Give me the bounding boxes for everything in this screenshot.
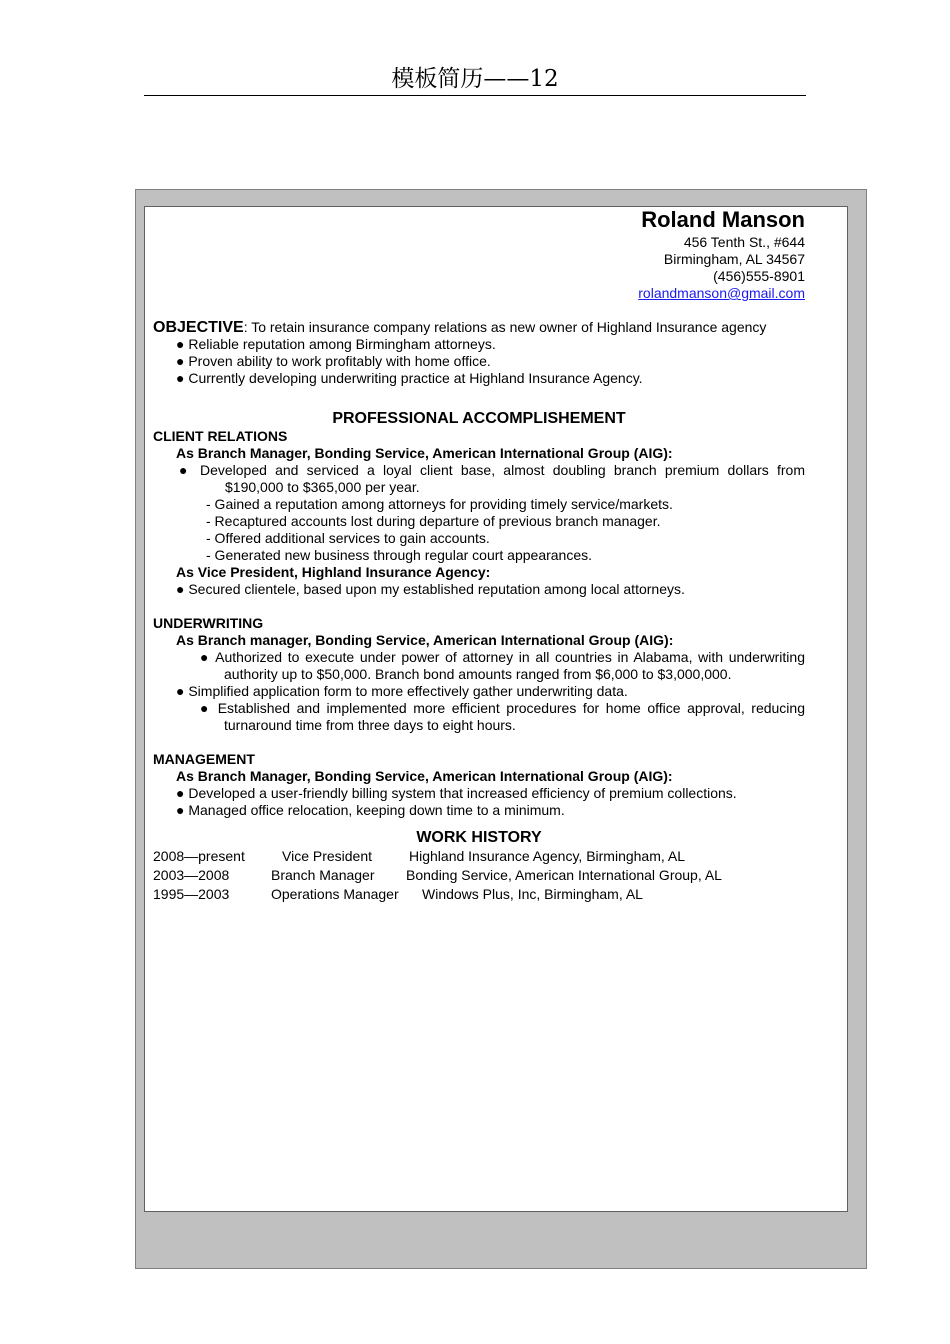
work-company: Highland Insurance Agency, Birmingham, AL bbox=[409, 848, 686, 864]
management-role: As Branch Manager, Bonding Service, American International Group (AIG): bbox=[176, 768, 673, 784]
email-link[interactable]: rolandmanson@gmail.com bbox=[638, 285, 805, 301]
work-history-row bbox=[153, 847, 805, 866]
work-years: 2003—2008 bbox=[153, 867, 230, 883]
page-title: 模板简历——12 bbox=[144, 64, 806, 96]
management-title: MANAGEMENT bbox=[153, 751, 255, 767]
objective-bullet: ● Proven ability to work profitably with home office. bbox=[176, 353, 491, 369]
work-years: 2008—present bbox=[153, 848, 245, 864]
management-bullet: ● Developed a user-friendly billing system that increased efficiency of premium collections. bbox=[176, 785, 737, 801]
objective-heading: OBJECTIVE bbox=[153, 319, 244, 336]
client-relations-sub: - Generated new business through regular court appearances. bbox=[206, 547, 593, 563]
work-company: Windows Plus, Inc, Birmingham, AL bbox=[422, 886, 643, 902]
candidate-name: Roland Manson bbox=[641, 207, 805, 232]
work-history-heading: WORK HISTORY bbox=[416, 829, 542, 846]
email-line bbox=[153, 285, 805, 302]
underwriting-role: As Branch manager, Bonding Service, American International Group (AIG): bbox=[176, 632, 674, 648]
underwriting-bullet: ● Authorized to execute under power of attorney in all countries in Alabama, with underwriting authority up to $50,000. Branch bond amounts ranged from $6,000 to $3,000,000. bbox=[200, 649, 805, 682]
work-company: Bonding Service, American International Group, AL bbox=[406, 867, 722, 883]
work-history-row bbox=[153, 866, 805, 885]
address-line: 456 Tenth St., #644 bbox=[683, 234, 805, 250]
client-relations-title: CLIENT RELATIONS bbox=[153, 428, 288, 444]
work-years: 1995—2003 bbox=[153, 886, 230, 902]
client-relations-bullet: ● Secured clientele, based upon my established reputation among local attorneys. bbox=[176, 581, 685, 597]
accomplishments-heading: PROFESSIONAL ACCOMPLISHEMENT bbox=[332, 410, 626, 427]
work-title: Operations Manager bbox=[271, 886, 399, 902]
objective-bullet: ● Reliable reputation among Birmingham attorneys. bbox=[176, 336, 496, 352]
objective-text: : To retain insurance company relations as new owner of Highland Insurance agency bbox=[243, 319, 767, 335]
work-title: Vice President bbox=[282, 848, 373, 864]
city-line: Birmingham, AL 34567 bbox=[663, 251, 805, 267]
resume-content bbox=[153, 206, 805, 904]
underwriting-bullet: ● Simplified application form to more effectively gather underwriting data. bbox=[176, 683, 628, 699]
work-history-row bbox=[153, 885, 805, 904]
client-relations-bullet: ● Developed and serviced a loyal client base, almost doubling branch premium dollars from $190,000 to $365,000 per year. bbox=[179, 462, 805, 495]
client-relations-sub: - Offered additional services to gain accounts. bbox=[206, 530, 490, 546]
underwriting-bullet: ● Established and implemented more efficient procedures for home office approval, reducing turnaround time from three days to eight hours. bbox=[200, 700, 805, 733]
client-relations-role: As Vice President, Highland Insurance Agency: bbox=[176, 564, 491, 580]
client-relations-sub: - Gained a reputation among attorneys for providing timely service/markets. bbox=[206, 496, 673, 512]
work-title: Branch Manager bbox=[271, 867, 375, 883]
phone-line: (456)555-8901 bbox=[713, 268, 805, 284]
client-relations-sub: - Recaptured accounts lost during departure of previous branch manager. bbox=[206, 513, 661, 529]
objective-bullet: ● Currently developing underwriting practice at Highland Insurance Agency. bbox=[176, 370, 643, 386]
underwriting-title: UNDERWRITING bbox=[153, 615, 264, 631]
objective-line bbox=[153, 319, 805, 336]
management-bullet: ● Managed office relocation, keeping down time to a minimum. bbox=[176, 802, 565, 818]
client-relations-role: As Branch Manager, Bonding Service, American International Group (AIG): bbox=[176, 445, 673, 461]
